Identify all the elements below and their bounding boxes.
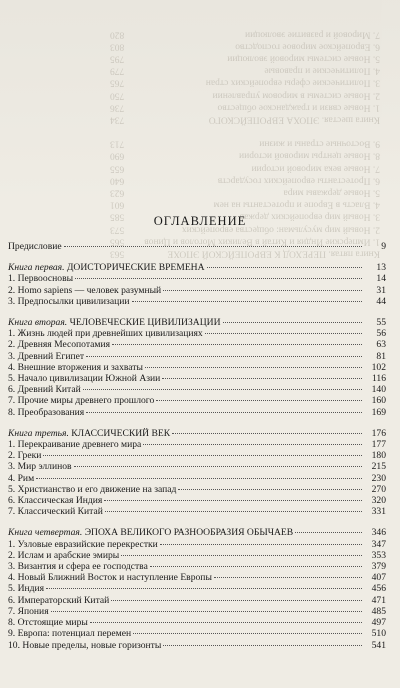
leader-dots [172,433,362,434]
toc-chapter-label: 5. Христианство и его движение на запад [8,483,177,495]
toc-chapter-row[interactable] [8,273,386,284]
toc-page-number: 180 [371,450,386,462]
bleed-line-page: 601 [110,199,125,210]
bleed-line-page: 713 [110,138,125,149]
leader-dots [111,600,362,601]
leader-dots [36,478,362,479]
toc-book-prefix: Книга четвертая. [8,527,83,539]
leader-dots [75,278,362,279]
toc-chapter-label: 3. Византия и сфера ее господства [8,561,148,573]
toc-chapter-label: 7. Прочие миры древнего прошлого [8,395,155,407]
bleed-line [110,199,380,211]
toc-chapter-row[interactable] [8,351,386,362]
section-gap [8,307,386,317]
toc-chapter-label: 5. Индия [8,583,45,595]
leader-dots [90,622,362,623]
toc-chapter-row[interactable] [8,373,386,384]
bleed-line-page: 779 [110,65,125,76]
toc-page-number: 353 [371,549,386,561]
bleed-line-page: 640 [110,175,125,186]
toc-chapter-row[interactable] [8,439,386,450]
toc-book-row[interactable] [8,428,386,439]
toc-page-number: 497 [371,617,386,629]
bleed-line [110,52,380,64]
toc-book-row[interactable] [8,262,386,273]
section-gap [8,517,386,527]
toc-book-prefix: Книга третья. [8,427,69,439]
toc-chapter-row[interactable] [8,495,386,506]
toc-chapter-row[interactable] [8,407,386,418]
toc-chapter-label: 2. Древняя Месопотамия [8,339,111,351]
toc-chapter-row[interactable] [8,450,386,461]
leader-dots [133,633,362,634]
leader-dots [86,412,362,413]
leader-dots [132,301,363,302]
toc-chapter-label: 4. Рим [8,472,35,484]
toc-chapter-row[interactable] [8,561,386,572]
leader-dots [74,466,362,467]
toc-book-row[interactable] [8,527,386,538]
bleed-line-page: 563 [110,248,125,259]
bleed-line-page: 655 [110,163,125,174]
toc-book-prefix: Книга первая. [8,262,65,274]
toc-chapter-row[interactable] [8,328,386,339]
toc-chapter-row[interactable] [8,461,386,472]
toc-page-number: 485 [371,605,386,617]
bleed-line-label: 9. Восточные страны и жизни [259,138,380,149]
toc-chapter-label: 6. Древний Китай [8,384,81,396]
bleed-line [110,126,380,138]
toc-page-number: 102 [371,361,386,373]
toc-page-number: 13 [376,262,386,274]
bleed-line [110,162,380,174]
bleed-line-label: 8. Новые центры мировой истории [239,151,380,162]
toc-book-heading [8,262,205,273]
toc-page-number: 160 [371,395,386,407]
bleed-line [110,150,380,162]
bleed-line [110,28,380,40]
toc-chapter-row[interactable] [8,484,386,495]
toc-chapter-row[interactable] [8,339,386,350]
toc-chapter-row[interactable] [8,572,386,583]
bleed-line-label: 2. Новые системы в мировом управлении [212,90,380,101]
leader-dots [104,500,362,501]
toc-page-number: 169 [371,406,386,418]
bleed-line-label: 4. Политические и правовые [264,65,380,76]
toc-page-number: 9 [381,241,386,252]
bleed-line-page: 623 [110,187,125,198]
bleed-line [110,186,380,198]
bleed-line [110,65,380,77]
bleed-line [110,77,380,89]
bleed-line-label: 7. Мировой и развитие эволюции [245,29,380,40]
toc-page-number: 31 [376,284,386,296]
leader-dots [162,378,362,379]
toc-page-number: 230 [371,472,386,484]
leader-dots [207,267,362,268]
toc-chapter-label: 3. Предпосылки цивилизации [8,295,130,307]
leader-dots [178,489,362,490]
bleed-line-label: 1. Новые связи и гражданское общество [217,102,380,113]
toc-chapter-row[interactable] [8,285,386,296]
toc-chapter-label: 3. Мир эллинов [8,461,72,473]
toc-chapter-label: 9. Европа: потенциал перемен [8,628,132,640]
toc-chapter-row[interactable] [8,550,386,561]
toc-page-number: 215 [371,461,386,473]
toc-chapter-label: 6. Императорский Китай [8,594,110,606]
section-gap [8,418,386,428]
toc-chapter-label: 1. Узловые евразийские перекрестки [8,538,158,550]
toc-page-number: 270 [371,483,386,495]
bleed-line-page: 795 [110,53,125,64]
bleed-line-label: 4. Власть в Европе и протестанты на нем [213,199,380,210]
toc-chapter-row[interactable] [8,595,386,606]
toc-chapter-label: 2. Homo sapiens — человек разумный [8,284,162,296]
toc-page-number: 63 [376,339,386,351]
toc-chapter-row[interactable] [8,296,386,307]
toc-chapter-row[interactable] [8,384,386,395]
leader-dots [205,333,362,334]
toc-chapter-label: 8. Преобразования [8,406,85,418]
bleed-line [110,174,380,186]
toc-page-number: 55 [376,317,386,329]
leader-dots [64,246,362,247]
toc-book-title: ЧЕЛОВЕЧЕСКИЕ ЦИВИЛИЗАЦИИ [69,317,221,329]
toc-chapter-label: 10. Новые пределы, новые горизонты [8,639,162,651]
toc-page-number: 320 [371,495,386,507]
toc-chapter-row[interactable] [8,583,386,594]
toc-chapter-row[interactable] [8,617,386,628]
toc-page-number: 471 [371,594,386,606]
toc-page-number: 81 [376,350,386,362]
toc-chapter-label: 1. Перекраивание древнего мира [8,439,142,451]
bleed-line-page: 820 [110,29,125,40]
toc-page-number: 407 [371,572,386,584]
leader-dots [223,322,362,323]
toc-chapter-label: 8. Отстоящие миры [8,617,88,629]
bleed-line-page: 736 [110,102,125,113]
bleed-line-label: Книга пятая. ПЕРЕХОД К ЕВРОПЕЙСКОЙ ЭПОХЕ [167,248,380,259]
toc-chapter-label: 5. Начало цивилизации Южной Азии [8,373,161,385]
toc-preface-row[interactable] [8,241,386,252]
leader-dots [86,356,362,357]
toc-book-row[interactable] [8,317,386,328]
toc-chapter-label: 4. Внешние вторжения и захваты [8,361,143,373]
leader-dots [121,555,362,556]
bleed-line [110,101,380,113]
toc-chapter-label: 7. Япония [8,605,49,617]
toc-page-number: 56 [376,328,386,340]
bleed-line-page: 585 [110,212,125,223]
toc-chapter-row[interactable] [8,628,386,639]
toc-entry-label: Предисловие [8,241,62,252]
toc-chapter-label: 3. Древний Египет [8,350,85,362]
toc-chapter-row[interactable] [8,362,386,373]
toc-book-title: КЛАССИЧЕСКИЙ ВЕК [71,427,171,439]
leader-dots [105,511,362,512]
toc-chapter-label: 2. Ислам и арабские эмиры [8,549,120,561]
leader-dots [295,532,362,533]
bleed-line-label: 6. Протестанты европейских государств [217,175,380,186]
bleed-line-label: 1. Имперские Индия и Китай в Великих Моголов и Цинов [144,236,380,247]
leader-dots [143,444,362,445]
toc-page-number: 331 [371,506,386,518]
toc-page-number: 140 [371,384,386,396]
toc-book-heading [8,317,221,328]
toc-book-title: ЭПОХА ВЕЛИКОГО РАЗНООБРАЗИЯ ОБЫЧАЕВ [84,527,294,539]
toc-chapter-row[interactable] [8,506,386,517]
table-of-contents [8,241,386,651]
toc-page-number: 510 [371,628,386,640]
toc-page-number: 176 [371,427,386,439]
toc-page-number: 541 [371,639,386,651]
leader-dots [150,566,362,567]
toc-title: ОГЛАВЛЕНИЕ [153,214,247,228]
bleed-line-label: Книга шестая. ЭПОХА ЕВРОПЕЙСКОГО [208,114,380,125]
leader-dots [214,577,362,578]
bleed-line-label: 5. Новые державы мира [283,187,380,198]
toc-page-number: 116 [371,373,386,385]
toc-page-number: 347 [371,538,386,550]
toc-chapter-row[interactable] [8,395,386,406]
bleed-line [110,138,380,150]
bleed-line-label: 2. Новый мир мусульман: общества европейских [181,224,380,235]
toc-book-prefix: Книга вторая. [8,317,68,329]
bleed-line [110,89,380,101]
toc-chapter-label: 1. Жизнь людей при древнейших цивилизациях [8,328,203,340]
bleed-line [110,113,380,125]
leader-dots [46,588,362,589]
toc-page-number: 14 [376,273,386,285]
toc-page-number: 44 [376,295,386,307]
bleed-line [110,40,380,52]
toc-book-heading [8,428,170,439]
section-gap [8,252,386,262]
toc-chapter-label: 4. Новый Ближний Восток и наступление Европы [8,572,212,584]
toc-page-number: 177 [371,439,386,451]
leader-dots [163,645,362,646]
leader-dots [163,290,362,291]
toc-book-heading [8,527,293,538]
leader-dots [112,344,362,345]
leader-dots [51,611,362,612]
bleed-line-page: 765 [110,78,125,89]
toc-chapter-row[interactable] [8,606,386,617]
toc-page-number: 346 [371,527,386,539]
bleed-line-page: 573 [110,224,125,235]
toc-chapter-label: 7. Классический Китай [8,506,103,518]
bleed-line-page: 803 [110,41,125,52]
bleed-line-page: 690 [110,151,125,162]
bleed-line-page: 750 [110,90,125,101]
toc-chapter-label: 1. Первоосновы [8,273,74,285]
toc-chapter-label: 6. Классическая Индия [8,495,103,507]
bleed-line-label: 3. Политические сферы европейских стран [205,78,380,89]
toc-page-number: 379 [371,561,386,573]
toc-chapter-label: 2. Греки [8,450,42,462]
toc-book-title: ДОИСТОРИЧЕСКИЕ ВРЕМЕНА [66,262,205,274]
bleed-line-page: 734 [110,114,125,125]
leader-dots [160,544,362,545]
toc-page-number: 456 [371,583,386,595]
toc-chapter-row[interactable] [8,539,386,550]
leader-dots [83,389,362,390]
bleed-line-page: 565 [110,236,125,247]
leader-dots [43,455,362,456]
bleed-line-label: 7. Новые века мировой истории [251,163,380,174]
bleed-line-label: 3. Новый мир европейских держав [239,212,380,223]
bleed-line-label: 6. Европейское мировое господство [235,41,380,52]
toc-chapter-row[interactable] [8,473,386,484]
bleed-line-label: 5. Новые системы мировой эволюции [227,53,380,64]
toc-chapter-row[interactable] [8,640,386,651]
leader-dots [145,367,362,368]
leader-dots [156,400,362,401]
